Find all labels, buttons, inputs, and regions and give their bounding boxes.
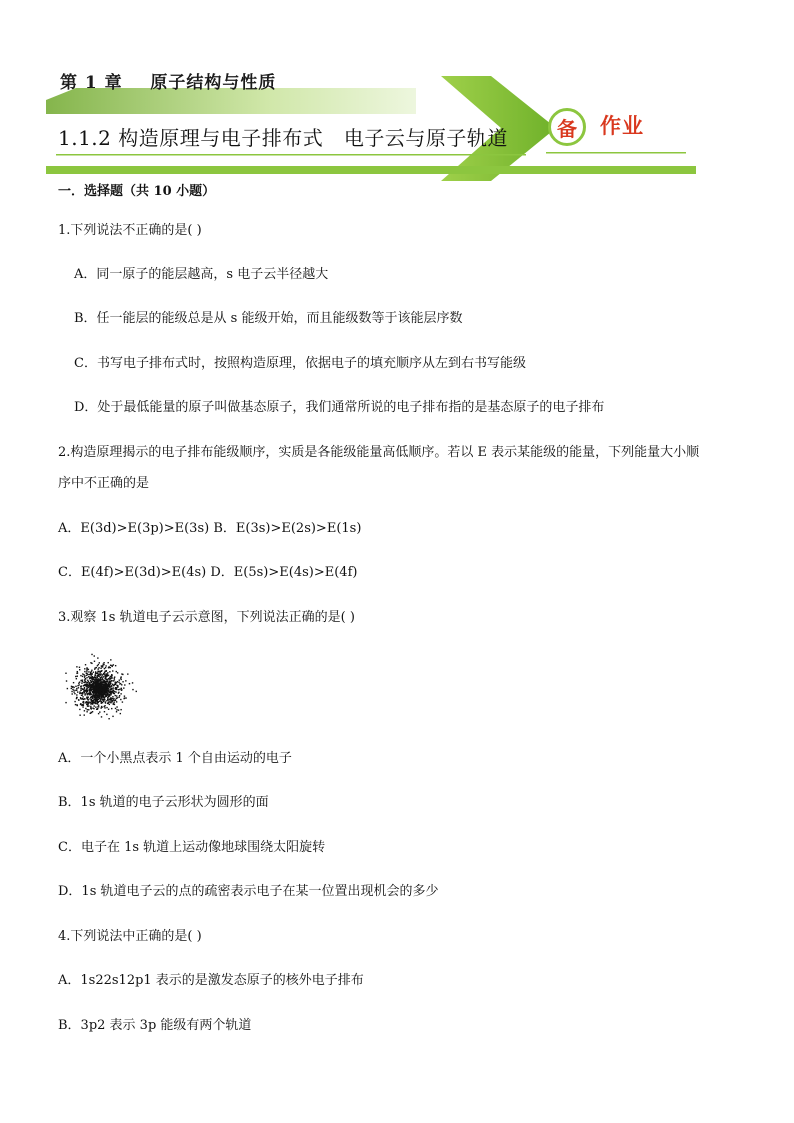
- homework-label: 作业: [600, 114, 644, 138]
- electron-cloud-1s-image: [58, 648, 138, 728]
- question-2-options-row1: A．E(3d)>E(3p)>E(3s) B．E(3s)>E(2s)>E(1s): [58, 521, 362, 536]
- question-4-stem: 4.下列说法中正确的是( ): [58, 929, 202, 944]
- homework-badge-icon: [548, 108, 586, 146]
- question-1-option-b: B．任一能层的能级总是从 s 能级开始，而且能级数等于该能层序数: [74, 311, 463, 326]
- question-3-option-a: A．一个小黑点表示 1 个自由运动的电子: [58, 751, 292, 766]
- question-3-stem: 3.观察 1s 轨道电子云示意图，下列说法正确的是( ): [58, 610, 355, 625]
- lesson-title: 1.1.2 构造原理与电子排布式 电子云与原子轨道: [58, 126, 508, 150]
- question-2-stem-line1: 2.构造原理揭示的电子排布能级顺序，实质是各能级能量高低顺序。若以 E 表示某能级的能量，下列能量大小顺: [58, 445, 700, 460]
- section-heading: 一．选择题（共 10 小题）: [58, 184, 216, 199]
- badge-char: 备: [557, 116, 577, 141]
- chapter-title: 第 1 章 原子结构与性质: [60, 73, 277, 93]
- question-4-option-b: B．3p2 表示 3p 能级有两个轨道: [58, 1018, 252, 1033]
- question-3-option-d: D．1s 轨道电子云的点的疏密表示电子在某一位置出现机会的多少: [58, 884, 439, 899]
- question-2-options-row2: C．E(4f)>E(3d)>E(4s) D．E(5s)>E(4s)>E(4f): [58, 565, 358, 580]
- question-1-option-a: A．同一原子的能层越高，s 电子云半径越大: [74, 267, 329, 282]
- question-1-option-c: C．书写电子排布式时，按照构造原理，依据电子的填充顺序从左到右书写能级: [74, 356, 526, 371]
- question-4-option-a: A．1s22s12p1 表示的是激发态原子的核外电子排布: [58, 973, 364, 988]
- question-3-option-b: B．1s 轨道的电子云形状为圆形的面: [58, 795, 269, 810]
- question-3-option-c: C．电子在 1s 轨道上运动像地球围绕太阳旋转: [58, 840, 326, 855]
- question-1-option-d: D．处于最低能量的原子叫做基态原子，我们通常所说的电子排布指的是基态原子的电子排布: [74, 400, 605, 415]
- question-2-stem-line2: 序中不正确的是: [58, 476, 150, 491]
- question-1-stem: 1.下列说法不正确的是( ): [58, 223, 202, 238]
